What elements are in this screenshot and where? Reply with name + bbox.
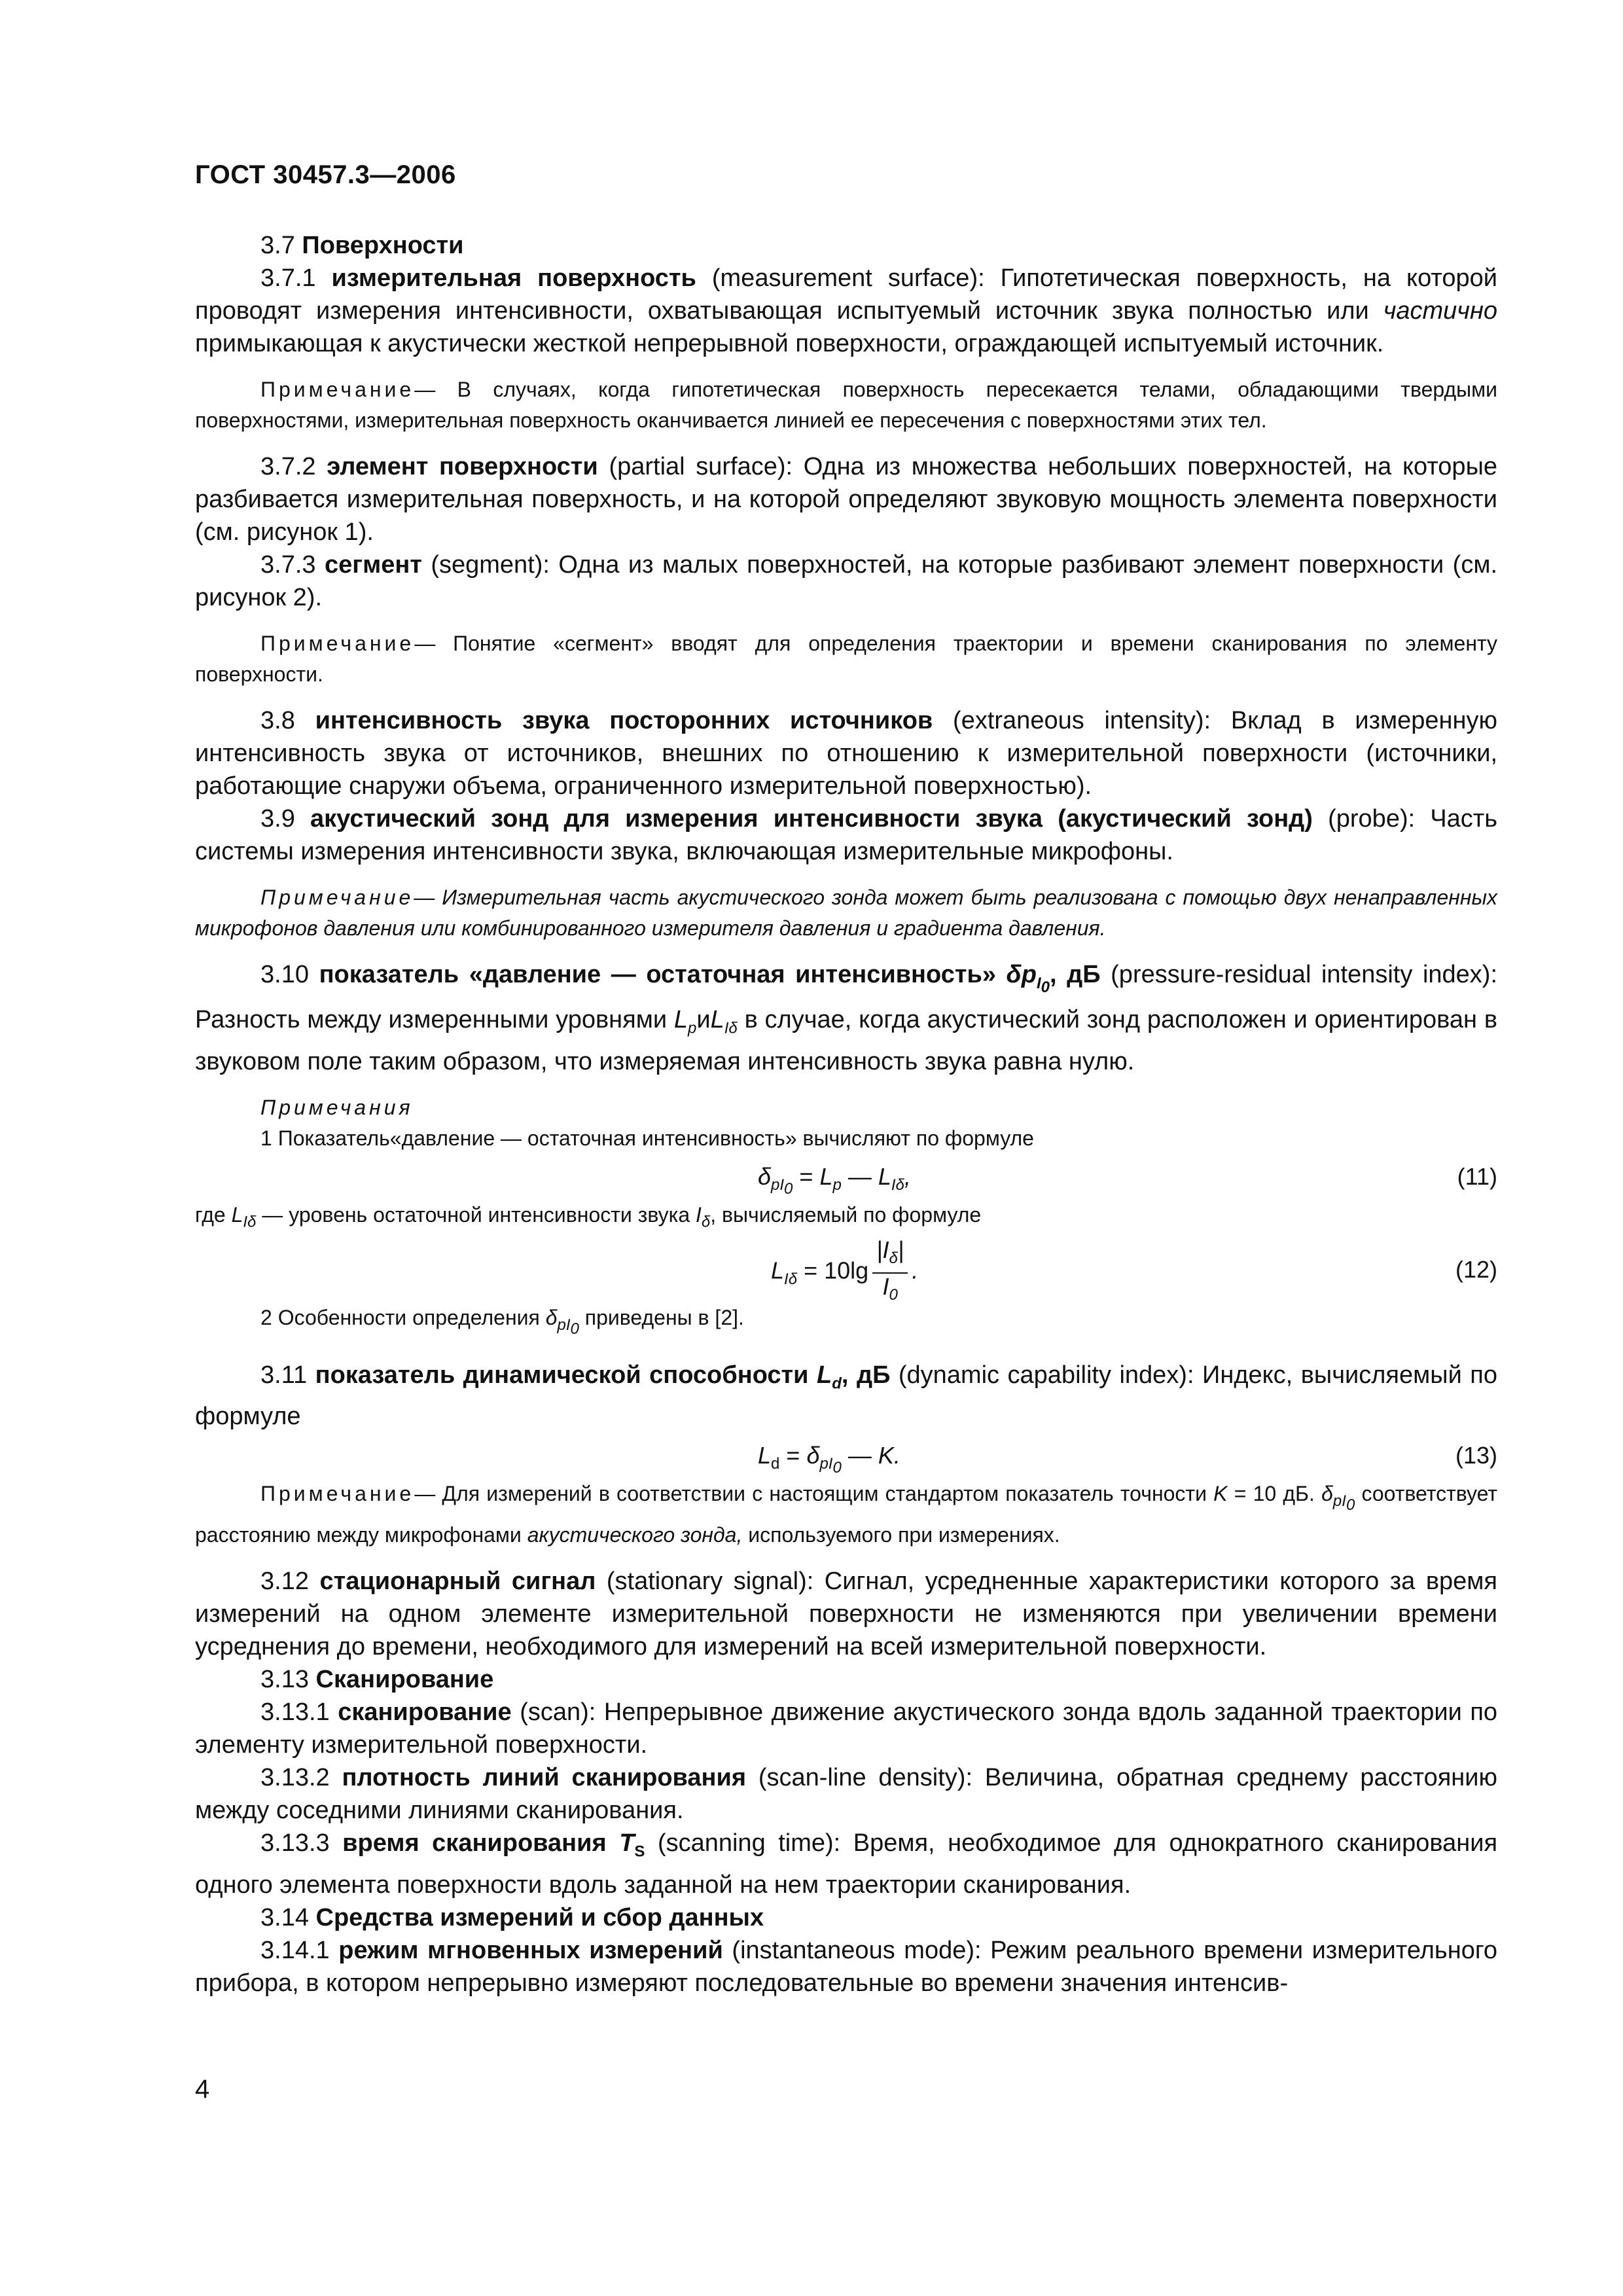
note-probe: Примечание— Измерительная часть акустического зонда может быть реализована с помощью двух ненаправленных микрофонов давления или комбинированного измерителя давления и градиента давления. xyxy=(195,886,1497,940)
definition-3-8: 3.8 интенсивность звука посторонних источников (extraneous intensity): Вклад в измеренную интенсивность звука от источников, внешних по отношению к измерительной поверхности (источники, работающие снаружи объема, ограниченного измерительной поверхностью). xyxy=(195,707,1498,800)
page-number: 4 xyxy=(195,2075,210,2104)
symbol-li-delta: $L_{I\delta}$ xyxy=(710,1006,738,1037)
definition-3-7-3: 3.7.3 сегмент (segment): Одна из малых поверхностей, на которые разбивают элемент поверхности (см. рисунок 2). xyxy=(195,551,1498,611)
formula-11: $\delta_{pI_0} = L_p$ — $L_{I\delta}$, (11) xyxy=(758,1162,1497,1198)
symbol-ts: $T_S$ xyxy=(619,1829,645,1861)
symbol-delta-pi0: $\delta p_{I_0}$ xyxy=(1006,961,1050,996)
definition-3-12: 3.12 стационарный сигнал (stationary signal): Сигнал, усредненные характеристики которого за время измерений на одном элементе измерительной поверхности не изменяются при увеличении времени усреднения до времени, необходимого для измерений на всей измерительной поверхности. xyxy=(195,1568,1497,1661)
note-accuracy-index: Примечание— Для измерений в соответствии с настоящим стандартом показатель точности K = 10 дБ. $\delta_{pI_0}$ соответствует расстоянию между микрофонами акустического зонда, используемого при измерениях. xyxy=(195,1482,1498,1547)
note-measurement-surface: Примечание— В случаях, когда гипотетическая поверхность пересекается телами, обладающими твердыми поверхностями, измерительная поверхность оканчивается линией ее пересечения с поверхностями этих тел. xyxy=(195,378,1497,432)
formula-13: $L_d = \delta_{pI_0}$ — K. (13) xyxy=(758,1442,1497,1477)
standard-header: ГОСТ 30457.3—2006 xyxy=(195,160,456,189)
definition-3-9: 3.9 акустический зонд для измерения интенсивности звука (акустический зонд) (probe): Часть системы измерения интенсивности звука, включающая измерительные микрофоны. xyxy=(195,805,1498,865)
section-3-7-heading: 3.7 Поверхности xyxy=(260,232,464,259)
definition-3-13-3: 3.13.3 время сканирования $T_S$ (scanning time): Время, необходимое для однократного сканирования одного элемента поверхности вдоль заданной на нем траектории сканирования. xyxy=(195,1829,1498,1899)
note-item-2: 2 Особенности определения $\delta_{pI_0}$ приведены в [2]. xyxy=(260,1306,744,1338)
definition-3-14-1: 3.14.1 режим мгновенных измерений (instantaneous mode): Режим реального времени измерительного прибора, в котором непрерывно измеряют последовательные во времени значения интенсив- xyxy=(195,1936,1498,1997)
formula-12: $L_{I\delta} = 10\lg$ $\frac{|I_\delta|}{I_0}$ . (12) xyxy=(771,1236,1497,1304)
section-3-14-heading: 3.14 Средства измерений и сбор данных xyxy=(260,1903,764,1931)
definition-3-13-2: 3.13.2 плотность линий сканирования (scan-line density): Величина, обратная среднему расстоянию между соседними линиями сканирования. xyxy=(195,1764,1498,1825)
definition-3-7-2: 3.7.2 элемент поверхности (partial surface): Одна из множества небольших поверхностей, на которые разбивается измерительная поверхность, и на которой определяют звуковую мощность элемента поверхности (см. рисунок 1). xyxy=(195,453,1498,546)
formula-11-explanation: где $L_{I\delta}$ — уровень остаточной интенсивности звука $I_\delta$, вычисляемый по формуле xyxy=(195,1202,982,1231)
definition-3-13-1: 3.13.1 сканирование (scan): Непрерывное движение акустического зонда вдоль заданной траектории по элементу измерительной поверхности. xyxy=(195,1698,1498,1759)
definition-3-10: 3.10 показатель «давление — остаточная интенсивность» $\delta p_{I_0}$, дБ (pressure-residual intensity index): Разность между измеренными уровнями $L_pиL_{I\delta}$ в случае, когда акустический зонд расположен и ориентирован в звуковом поле таким образом, что измеряемая интенсивность звука равна нулю. xyxy=(195,961,1498,1075)
definition-3-7-1: 3.7.1 измерительная поверхность (measurement surface): Гипотетическая поверхность, на которой проводят измерения интенсивности, охватывающая испытуемый источник звука полностью или частично примыкающая к акустически жесткой непрерывной поверхности, ограждающей испытуемый источник. xyxy=(195,264,1497,357)
section-3-13-heading: 3.13 Сканирование xyxy=(260,1666,494,1694)
notes-pressure-residual: Примечания 1 Показатель«давление — остаточная интенсивность» вычисляют по формуле xyxy=(260,1095,1034,1150)
page-content xyxy=(195,229,1497,2000)
note-segment: Примечание— Понятие «сегмент» вводят для определения траектории и времени сканирования по элементу поверхности. xyxy=(195,632,1497,686)
symbol-ld: $L_d$ xyxy=(817,1361,842,1393)
definition-3-11: 3.11 показатель динамической способности $L_d$, дБ (dynamic capability index): Индекс, вычисляемый по формуле xyxy=(195,1361,1497,1431)
symbol-lp: $L_p$ xyxy=(673,1006,697,1037)
